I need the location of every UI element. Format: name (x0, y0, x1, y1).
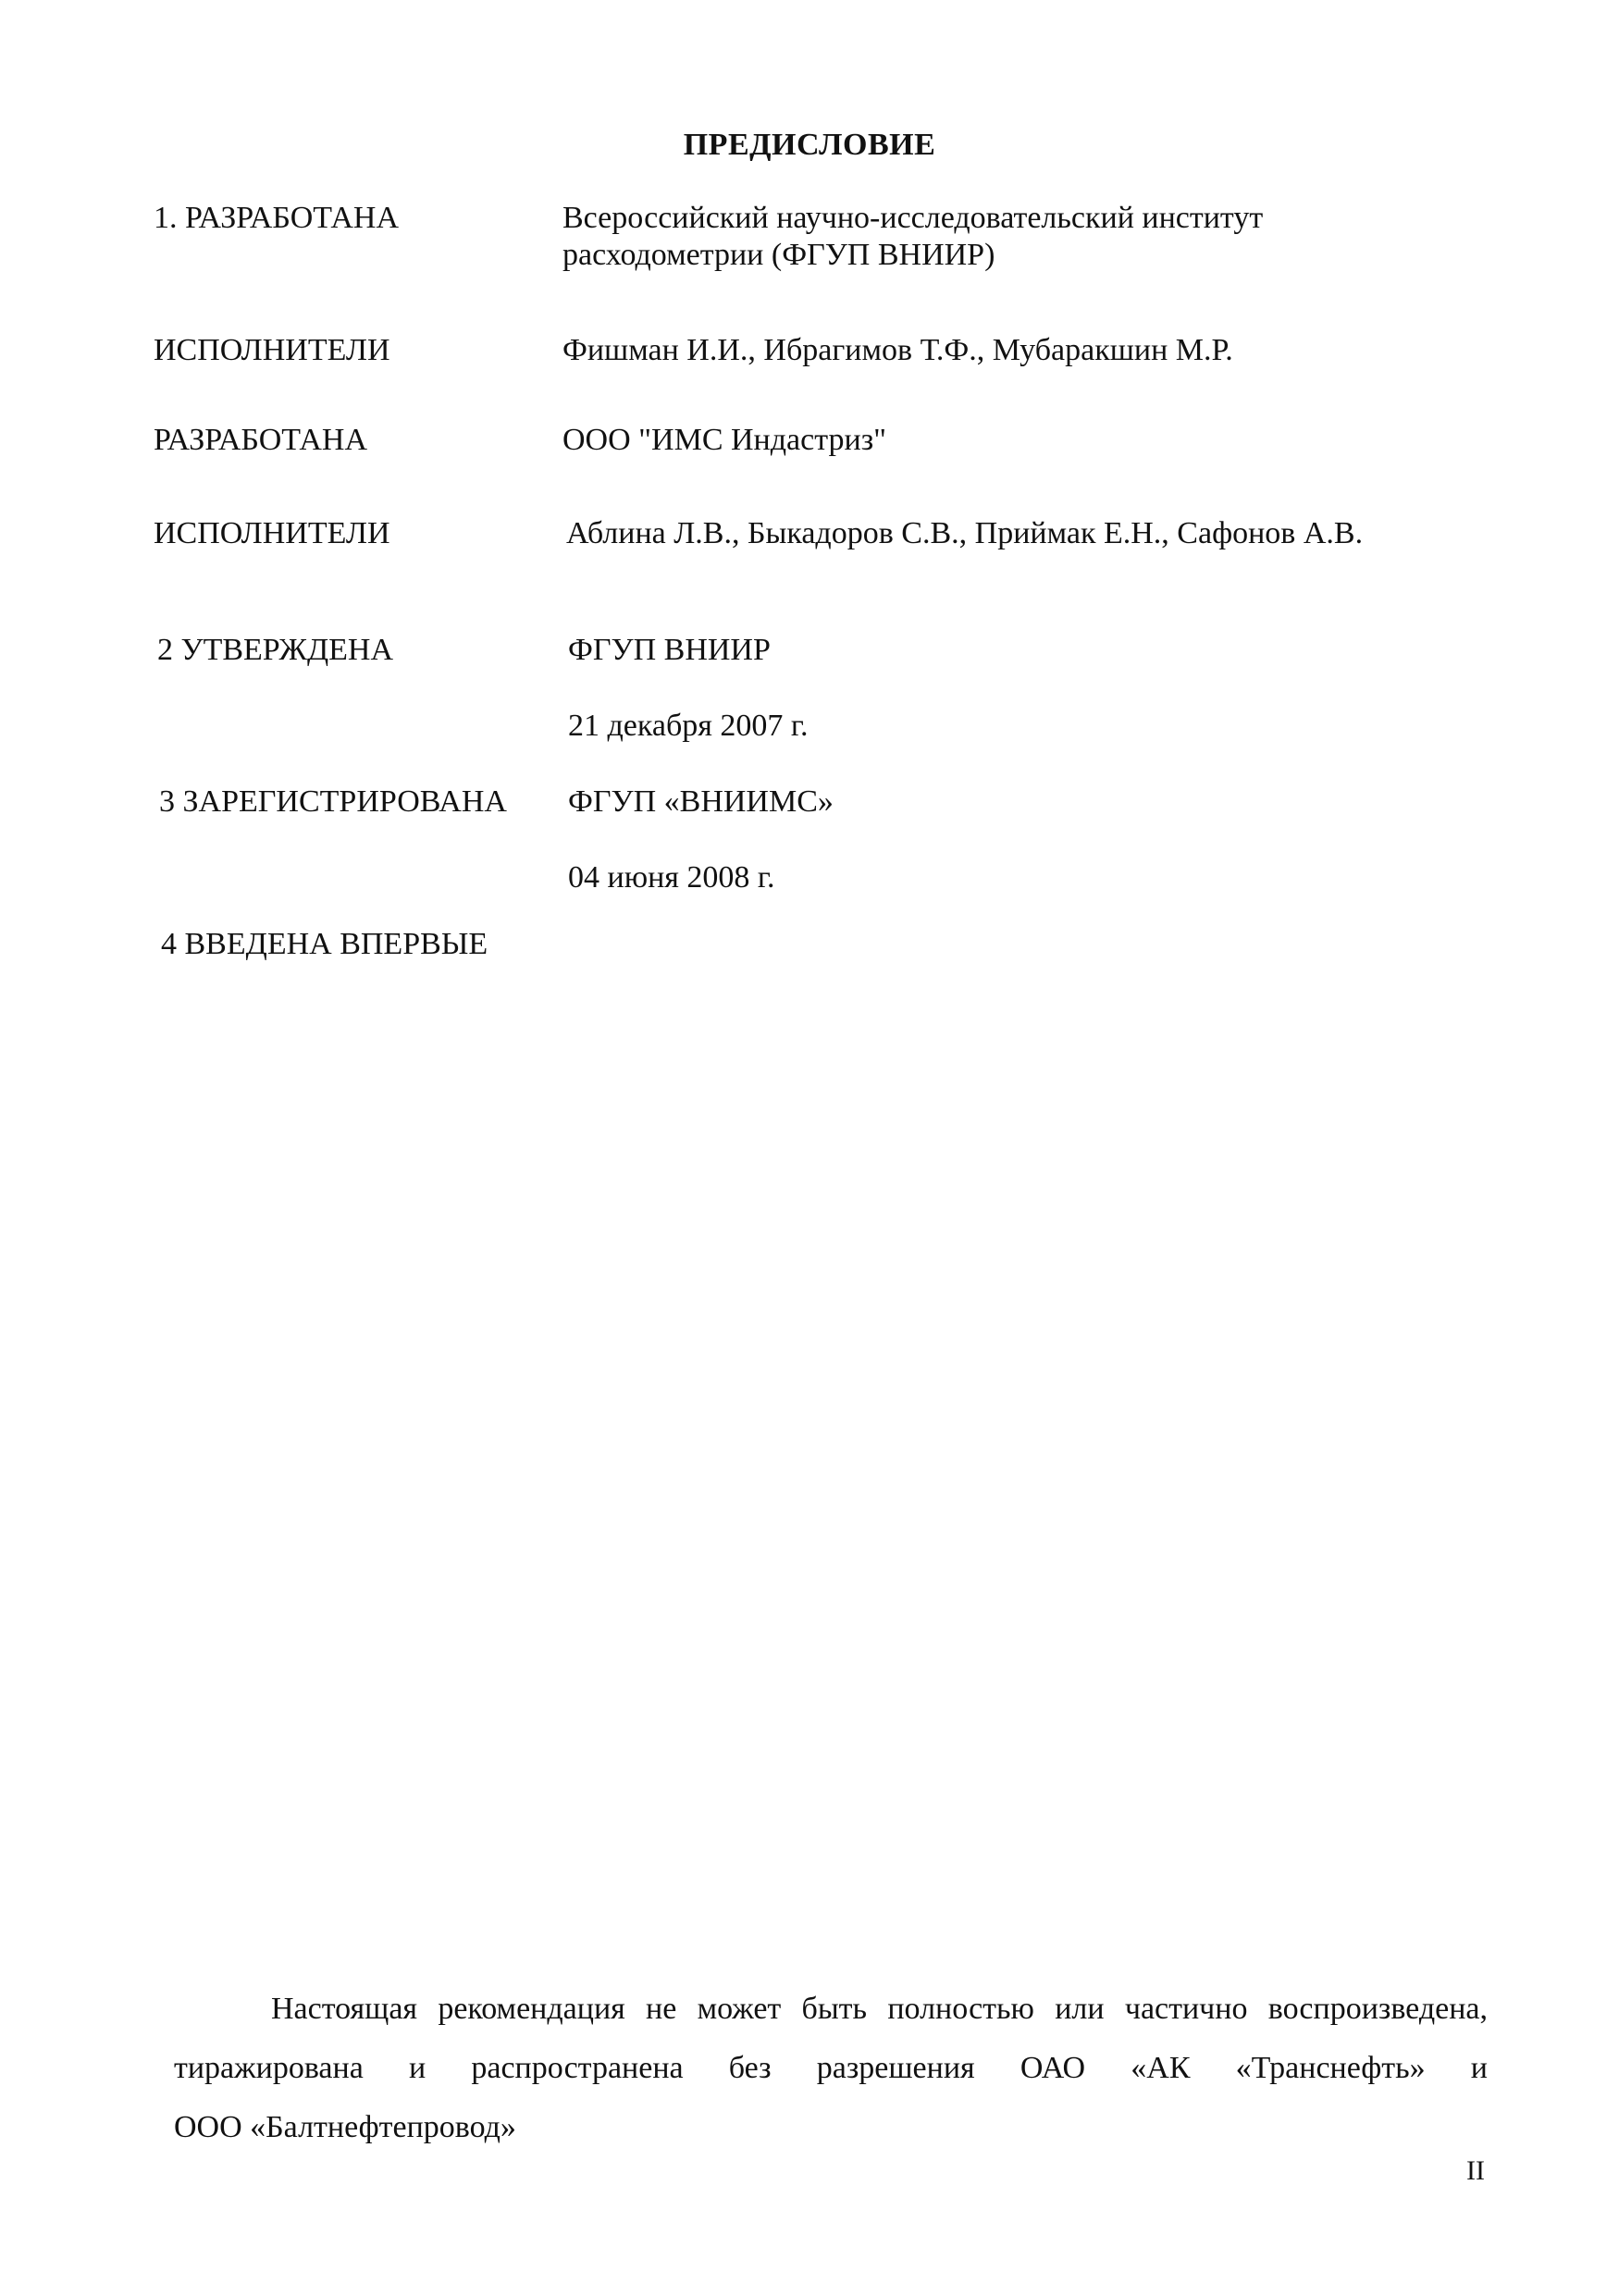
row-value-line1: Всероссийский научно-исследовательский институт (562, 201, 1264, 235)
row-value-date: 21 декабря 2007 г. (568, 709, 809, 743)
row-label: 4 ВВЕДЕНА ВПЕРВЫЕ (161, 927, 488, 961)
page-number: II (1466, 2155, 1485, 2186)
row-value: Аблина Л.В., Быкадоров С.В., Приймак Е.Н., Сафонов А.В. (566, 516, 1364, 550)
row-value: ООО "ИМС Индастриз" (562, 423, 887, 457)
row-label: 1. РАЗРАБОТАНА (154, 201, 399, 235)
notice-line-3: ООО «Балтнефтепровод» (174, 2110, 516, 2144)
row-value: ФГУП ВНИИР (568, 633, 771, 667)
row-label: ИСПОЛНИТЕЛИ (154, 333, 390, 367)
page-title: ПРЕДИСЛОВИЕ (683, 128, 936, 162)
row-label: ИСПОЛНИТЕЛИ (154, 516, 390, 550)
notice-line-1: Настоящая рекомендация не может быть полностью или частично воспроизведена, (271, 1992, 1488, 2026)
row-value: ФГУП «ВНИИМС» (568, 784, 834, 819)
row-label: РАЗРАБОТАНА (154, 423, 367, 457)
row-label: 3 ЗАРЕГИСТРИРОВАНА (159, 784, 507, 819)
row-value-line2: расходометрии (ФГУП ВНИИР) (562, 238, 995, 272)
notice-line-2: тиражирована и распространена без разрешения ОАО «АК «Транснефть» и (174, 2051, 1488, 2085)
row-label: 2 УТВЕРЖДЕНА (157, 633, 394, 667)
row-value-date: 04 июня 2008 г. (568, 860, 775, 895)
copyright-notice (174, 1980, 1488, 2157)
row-value: Фишман И.И., Ибрагимов Т.Ф., Мубаракшин М.Р. (562, 333, 1233, 367)
